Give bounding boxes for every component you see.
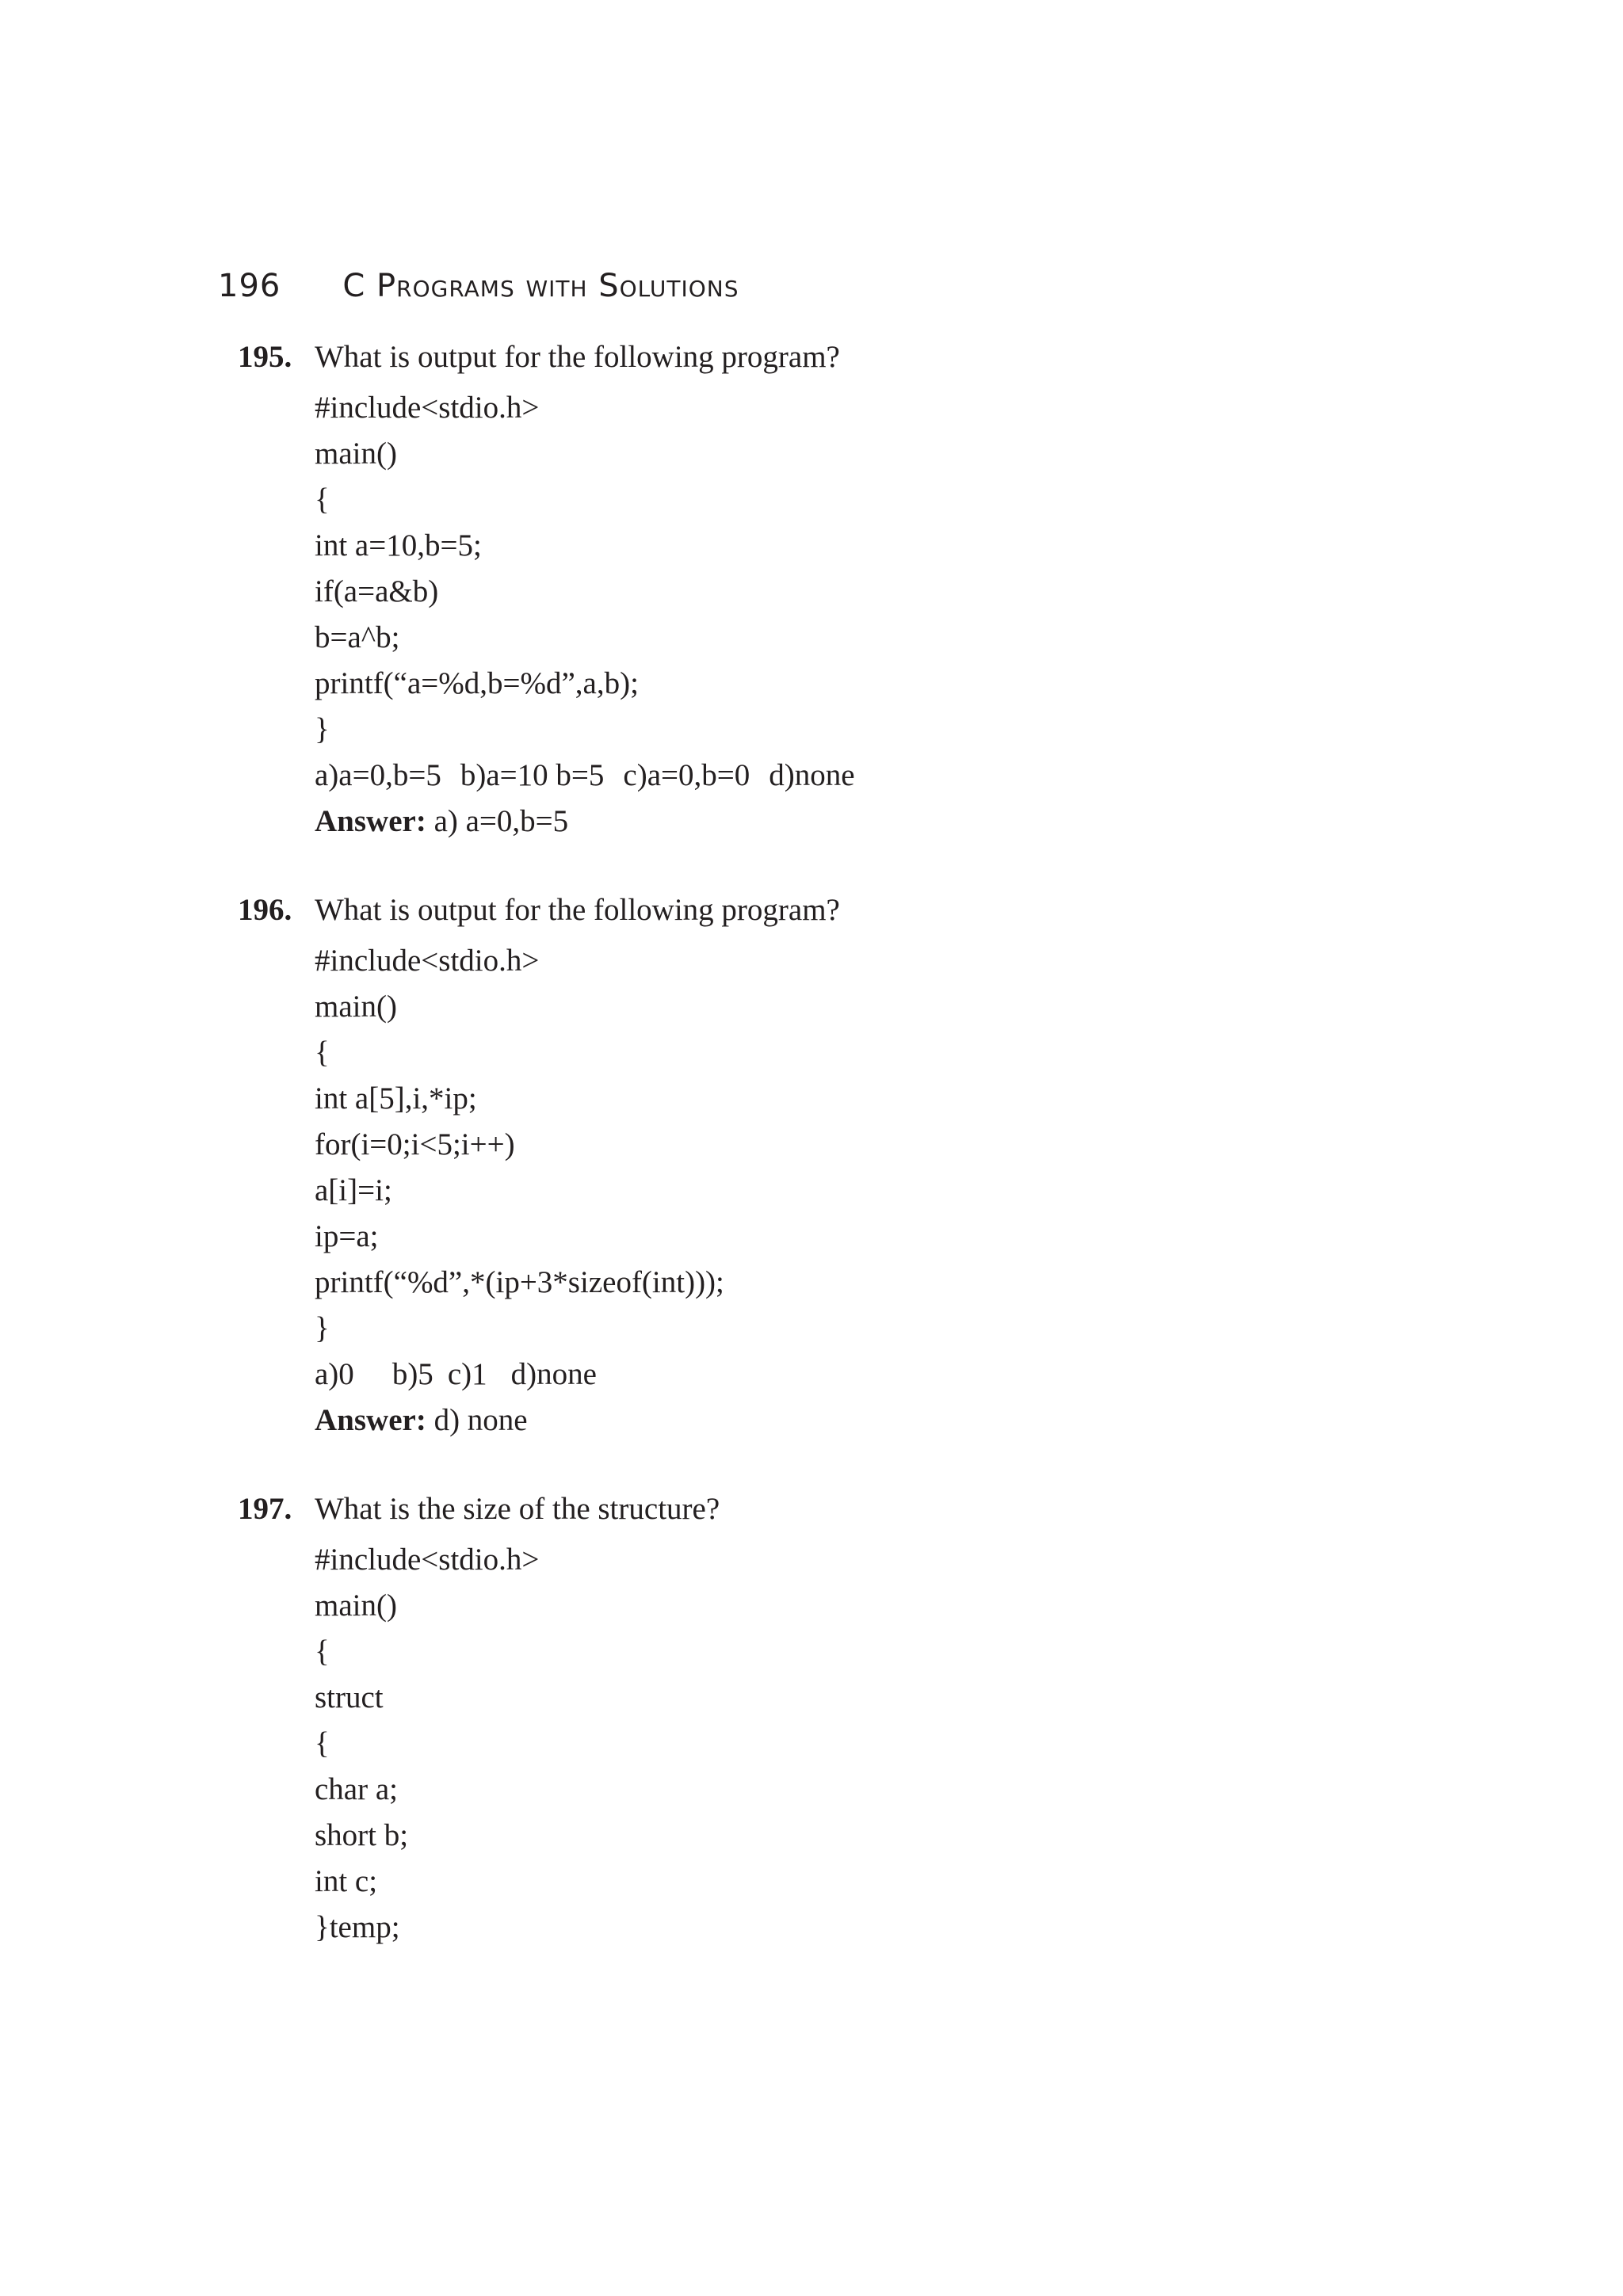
code-line: int a[5],i,*ip; [315,1081,477,1116]
code-line: char a; [315,1772,399,1806]
running-title: C Programs with Solutions [342,268,739,304]
code-line: { [315,1726,330,1760]
option-a: a)a=0,b=5 [315,758,441,792]
option-d: d)none [510,1357,597,1391]
question-number: 196. [238,893,292,927]
code-line: for(i=0;i<5;i++) [315,1127,515,1161]
code-block [315,1537,1426,1951]
code-line: printf(“a=%d,b=%d”,a,b); [315,666,639,700]
question-197 [238,1491,1426,1951]
code-line: a[i]=i; [315,1173,392,1207]
option-b: b)5 [391,1357,433,1391]
answer-options [315,753,1426,799]
code-block [315,938,1426,1444]
answer-label: Answer: [315,1403,426,1437]
code-line: printf(“%d”,*(ip+3*sizeof(int))); [315,1265,724,1299]
code-block [315,385,1426,845]
answer-label: Answer: [315,804,426,838]
code-line: { [315,482,330,517]
code-line: } [315,712,330,746]
code-line: } [315,1311,330,1345]
code-line: { [315,1634,330,1669]
code-line: #include<stdio.h> [315,1543,540,1577]
code-line: if(a=a&b) [315,574,439,608]
answer-value: d) none [433,1403,528,1437]
code-line: main() [315,1589,397,1623]
code-line: #include<stdio.h> [315,944,540,978]
question-number: 197. [238,1492,292,1526]
code-line: main() [315,990,397,1024]
question-header [238,1491,1426,1537]
code-line: b=a^b; [315,620,400,654]
code-line: { [315,1035,330,1070]
code-line: main() [315,437,397,471]
code-line: struct [315,1680,384,1714]
answer-line [315,1398,1426,1444]
answer-value: a) a=0,b=5 [433,804,569,838]
question-196 [238,892,1426,1444]
question-text: What is output for the following program? [315,340,840,374]
option-c: c)1 [447,1357,487,1391]
question-195 [238,339,1426,845]
answer-line [315,799,1426,845]
question-header [238,892,1426,938]
question-header [238,339,1426,385]
option-b: b)a=10 b=5 [460,758,605,792]
question-text: What is output for the following program? [315,893,840,927]
code-line: int c; [315,1864,378,1898]
page-header [218,268,739,323]
question-text: What is the size of the structure? [315,1492,720,1526]
page-number: 196 [218,268,281,304]
option-c: c)a=0,b=0 [623,758,750,792]
question-number: 195. [238,340,292,374]
code-line: int a=10,b=5; [315,528,482,563]
option-a: a)0 [315,1357,354,1391]
code-line: short b; [315,1818,409,1852]
option-d: d)none [769,758,855,792]
code-line: #include<stdio.h> [315,391,540,425]
code-line: ip=a; [315,1219,379,1253]
code-line: }temp; [315,1910,400,1944]
answer-options [315,1352,1426,1398]
